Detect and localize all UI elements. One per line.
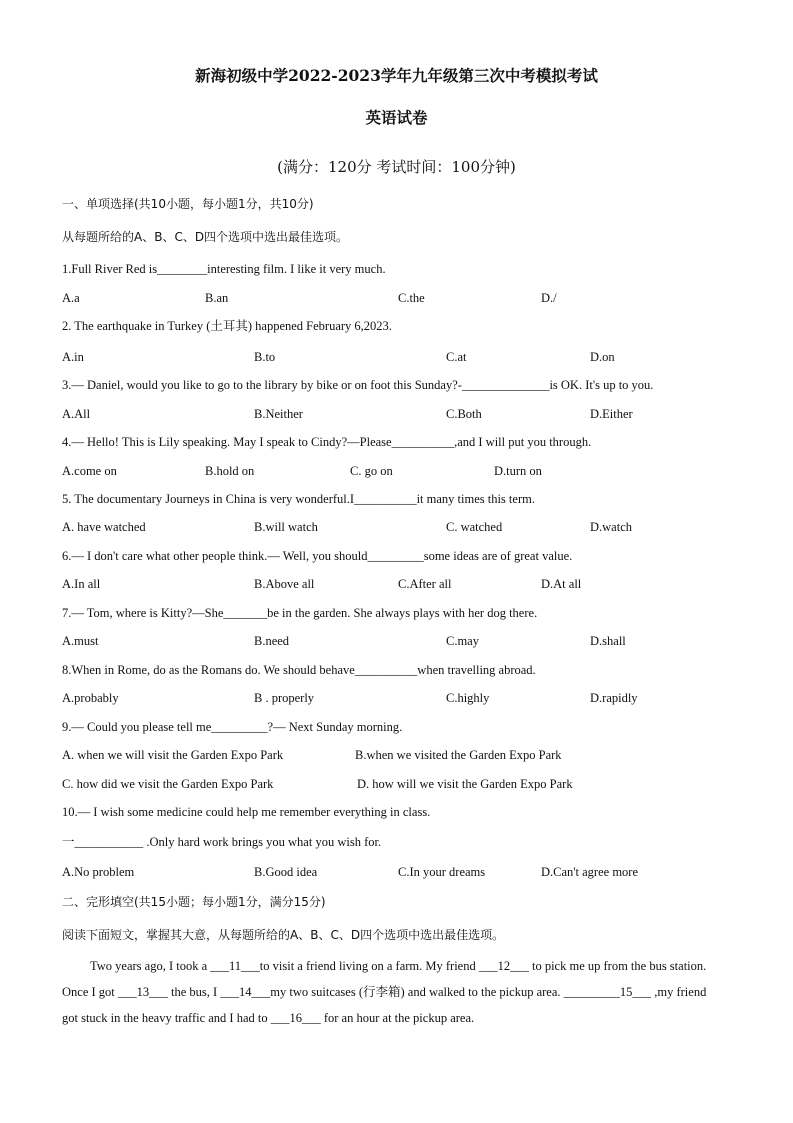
option-c: C.After all (398, 577, 452, 591)
option-c: C.the (398, 291, 425, 305)
option-b: B.Neither (254, 407, 303, 421)
section1-heading: 一、单项选择(共10小题，每小题1分，共10分) (62, 197, 314, 211)
option-d: D.shall (590, 634, 626, 648)
question-stem: 7.— Tom, where is Kitty?—She_______be in the garden. She always plays with her dog there. (62, 606, 538, 620)
question-stem: 3.— Daniel, would you like to go to the library by bike or on foot this Sunday?-______________is OK. It's up to you. (62, 378, 654, 392)
exam-info: (满分：120分 考试时间：100分钟) (277, 158, 516, 176)
option-c: C. how did we visit the Garden Expo Park (62, 777, 274, 791)
option-c: C. watched (446, 520, 503, 534)
option-a: A.a (62, 291, 80, 305)
option-b: B.Good idea (254, 865, 318, 879)
question-stem: 10.— I wish some medicine could help me remember everything in class. (62, 805, 431, 819)
option-b: B.Above all (254, 577, 315, 591)
question-stem: 4.— Hello! This is Lily speaking. May I speak to Cindy?—Please__________,and I will put you through. (62, 435, 592, 449)
option-c: C.In your dreams (398, 865, 486, 879)
option-d: D.on (590, 350, 615, 364)
option-b: B.need (254, 634, 290, 648)
option-d: D.rapidly (590, 691, 638, 705)
cloze-paragraph: Two years ago, I took a ___11___to visit a friend living on a farm. My friend ___12___ to pick me up from the bus station. Once I got ___13___ the bus, I ___14___my two suitcases (行李箱) and walked to the pickup area. _________15___ ,my friend got stuck in the heavy traffic and I had to ___16___ for an hour at the pickup area. (62, 959, 707, 1025)
option-d: D.watch (590, 520, 632, 534)
option-c: C. go on (350, 464, 393, 478)
option-a: A.In all (62, 577, 101, 591)
section1-instruction: 从每题所给的A、B、C、D四个选项中选出最佳选项。 (62, 230, 349, 244)
question-stem: 1.Full River Red is________interesting film. I like it very much. (62, 262, 386, 276)
option-c: C.highly (446, 691, 490, 705)
option-d: D.turn on (494, 464, 542, 478)
option-a: A.in (62, 350, 84, 364)
option-b: B . properly (254, 691, 315, 705)
option-a: A.All (62, 407, 91, 421)
option-c: C.may (446, 634, 479, 648)
option-a: A.come on (62, 464, 117, 478)
option-a: A.No problem (62, 865, 135, 879)
option-a: A. when we will visit the Garden Expo Park (62, 748, 284, 762)
question-stem: 8.When in Rome, do as the Romans do. We should behave__________when travelling abroad. (62, 663, 536, 677)
question-stem-reply: 一___________ .Only hard work brings you what you wish for. (62, 835, 382, 849)
option-a: A.probably (62, 691, 119, 705)
question-stem: 9.— Could you please tell me_________?— Next Sunday morning. (62, 720, 403, 734)
option-a: A.must (62, 634, 99, 648)
section2-instruction: 阅读下面短文，掌握其大意，从每题所给的A、B、C、D四个选项中选出最佳选项。 (62, 928, 505, 942)
option-d: D.Can't agree more (541, 865, 639, 879)
option-b: B.an (205, 291, 229, 305)
option-c: C.Both (446, 407, 482, 421)
exam-title: 新海初级中学2022-2023学年九年级第三次中考模拟考试 (195, 66, 598, 85)
option-b: B.hold on (205, 464, 255, 478)
option-b: B.to (254, 350, 276, 364)
option-c: C.at (446, 350, 467, 364)
option-d: D.Either (590, 407, 633, 421)
section2-heading: 二、完形填空(共15小题；每小题1分，满分15分) (62, 895, 326, 909)
option-b: B.will watch (254, 520, 318, 534)
option-d: D.At all (541, 577, 582, 591)
option-d: D./ (541, 291, 557, 305)
option-a: A. have watched (62, 520, 146, 534)
question-stem: 6.— I don't care what other people think.— Well, you should_________some ideas are of great value. (62, 549, 573, 563)
option-b: B.when we visited the Garden Expo Park (355, 748, 562, 762)
cloze-passage (62, 953, 722, 1031)
option-d: D. how will we visit the Garden Expo Park (357, 777, 573, 791)
exam-subtitle: 英语试卷 (365, 108, 428, 127)
question-stem: 5. The documentary Journeys in China is very wonderful.I__________it many times this term. (62, 492, 535, 506)
question-stem: 2. The earthquake in Turkey (土耳其) happened February 6,2023. (62, 319, 392, 333)
